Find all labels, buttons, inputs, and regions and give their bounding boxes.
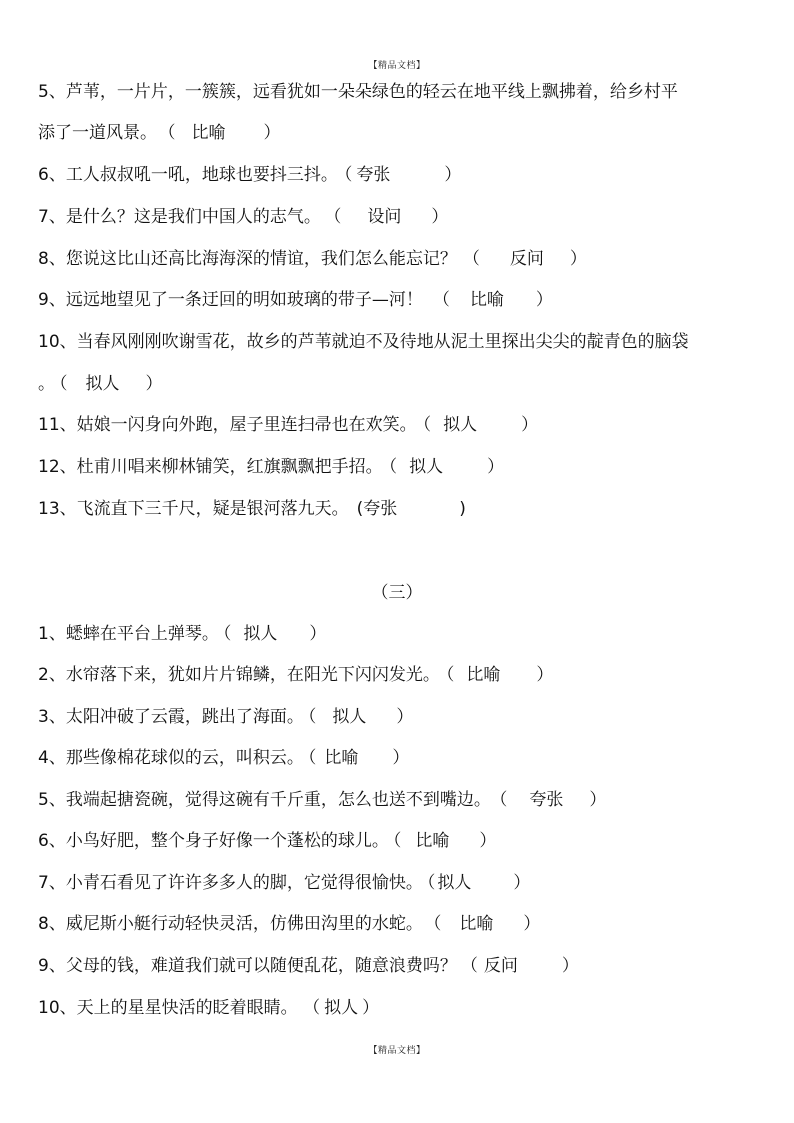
answer: 比喻 — [466, 665, 501, 685]
question-line: 1、蟋蟀在平台上弹琴。 （ 拟人 ） — [38, 624, 327, 644]
question-text: 小鸟好肥，整个身子好像一个蓬松的球儿。 — [65, 831, 389, 851]
question-line — [38, 81, 764, 103]
question-text: 您说这比山还高比海海深的情谊，我们怎么能忘记？ — [65, 249, 457, 269]
answer: 夸张 — [356, 165, 391, 185]
question-number: 13、 — [38, 499, 77, 519]
question-line: 8、威尼斯小艇行动轻快灵活，仿佛田沟里的水蛇。 （ 比喻 ） — [38, 914, 541, 934]
question-line: 7、是什么？这是我们中国人的志气。 （ 设问 ） — [38, 207, 449, 227]
question-text: 当春风刚刚吹谢雪花，故乡的芦苇就迫不及待地从泥土里探出尖尖的靛青色的脑袋 — [76, 332, 689, 352]
answer: 拟人 — [409, 457, 444, 477]
question-text: 姑娘一闪身向外跑，屋子里连扫帚也在欢笑。 — [76, 415, 417, 435]
question-line — [38, 331, 764, 353]
question-number: 6、 — [38, 831, 66, 851]
answer: 拟人 — [324, 998, 359, 1018]
question-number: 5、 — [38, 82, 66, 102]
answer: 拟人 — [243, 624, 278, 644]
answer: 拟人 — [443, 415, 478, 435]
question-line: 3、太阳冲破了云霞，跳出了海面。 （ 拟人 ） — [38, 707, 414, 727]
question-text: 父母的钱，难道我们就可以随便乱花，随意浪费吗？ — [65, 956, 457, 976]
answer: 拟人 — [332, 707, 367, 727]
question-line: 7、小青石看见了许许多多人的脚，它觉得很愉快。 （ 拟人 ） — [38, 873, 531, 893]
question-text: 水帘落下来，犹如片片锦鳞，在阳光下闪闪发光。 — [65, 665, 440, 685]
question-text: 工人叔叔吼一吼，地球也要抖三抖。 — [65, 165, 338, 185]
question-number: 1、 — [38, 624, 66, 644]
question-text-continued: 。 — [38, 374, 55, 394]
question-line: 11、姑娘一闪身向外跑，屋子里连扫帚也在欢笑。 （ 拟人 ） — [38, 415, 539, 435]
question-line: 12、杜甫川唱来柳林铺笑，红旗飘飘把手招。 （ 拟人 ） — [38, 457, 505, 477]
question-text: 威尼斯小艇行动轻快灵活，仿佛田沟里的水蛇。 — [65, 914, 423, 934]
question-number: 9、 — [38, 290, 66, 310]
question-text: 那些像棉花球似的云，叫积云。 — [65, 748, 304, 768]
question-line: 6、工人叔叔吼一吼，地球也要抖三抖。 （ 夸张 ） — [38, 165, 462, 185]
question-number: 8、 — [38, 249, 66, 269]
question-number: 8、 — [38, 914, 66, 934]
page-header: 【精品文档】 — [368, 61, 426, 71]
question-line: 4、那些像棉花球似的云，叫积云。 （ 比喻 ） — [38, 748, 410, 768]
question-text: 小青石看见了许许多多人的脚，它觉得很愉快。 — [65, 873, 423, 893]
answer: 拟人 — [437, 873, 472, 893]
answer: 设问 — [367, 207, 402, 227]
answer: 比喻 — [324, 748, 359, 768]
question-line: 。 （ 拟人 ） — [38, 374, 163, 394]
question-number: 10、 — [38, 998, 77, 1018]
question-line: 5、我端起搪瓷碗，觉得这碗有千斤重，怎么也送不到嘴边。 （ 夸张 ） — [38, 790, 607, 810]
answer: 反问 — [509, 249, 544, 269]
question-line: 8、您说这比山还高比海海深的情谊，我们怎么能忘记？ （ 反问 ） — [38, 249, 587, 269]
question-line: 6、小鸟好肥，整个身子好像一个蓬松的球儿。 （ 比喻 ） — [38, 831, 497, 851]
question-text: 天上的星星快活的眨着眼睛。 — [76, 998, 298, 1018]
question-number: 12、 — [38, 457, 77, 477]
question-text: 芦苇，一片片，一簇簇，远看犹如一朵朵绿色的轻云在地平线上飘拂着，给乡村平 — [65, 82, 678, 102]
question-line: 9、父母的钱，难道我们就可以随便乱花，随意浪费吗？ （ 反问 ） — [38, 956, 579, 976]
question-text: 远远地望见了一条迂回的明如玻璃的带子—河！ — [65, 290, 423, 310]
question-number: 4、 — [38, 748, 66, 768]
question-text: 我端起搪瓷碗，觉得这碗有千斤重，怎么也送不到嘴边。 — [65, 790, 491, 810]
question-text: 飞流直下三千尺，疑是银河落九天。 — [76, 499, 349, 519]
question-line: 13、飞流直下三千尺，疑是银河落九天。 (夸张 ) — [38, 499, 466, 519]
question-number: 7、 — [38, 207, 66, 227]
answer: 反问 — [483, 956, 518, 976]
answer: 拟人 — [85, 374, 120, 394]
question-number: 3、 — [38, 707, 66, 727]
question-line: 添了一道风景。 （ 比喻 ） — [38, 123, 281, 143]
question-line: 2、水帘落下来，犹如片片锦鳞，在阳光下闪闪发光。 （ 比喻 ） — [38, 665, 554, 685]
answer: 比喻 — [469, 290, 504, 310]
question-number: 2、 — [38, 665, 66, 685]
answer: 比喻 — [459, 914, 494, 934]
question-text: 太阳冲破了云霞，跳出了海面。 — [65, 707, 304, 727]
question-number: 7、 — [38, 873, 66, 893]
question-number: 6、 — [38, 165, 66, 185]
question-text: 杜甫川唱来柳林铺笑，红旗飘飘把手招。 — [76, 457, 383, 477]
section-title: （三） — [371, 583, 423, 603]
question-number: 11、 — [38, 415, 77, 435]
answer: 比喻 — [191, 123, 226, 143]
question-number: 5、 — [38, 790, 66, 810]
answer: 比喻 — [415, 831, 450, 851]
answer: 夸张 — [529, 790, 564, 810]
question-number: 10、 — [38, 332, 77, 352]
page-footer: 【精品文档】 — [368, 1046, 426, 1056]
question-text: 是什么？这是我们中国人的志气。 — [65, 207, 321, 227]
question-number: 9、 — [38, 956, 66, 976]
question-text: 蟋蟀在平台上弹琴。 — [65, 624, 219, 644]
question-text-continued: 添了一道风景。 — [38, 123, 157, 143]
question-line: 9、远远地望见了一条迂回的明如玻璃的带子—河！ （ 比喻 ） — [38, 290, 553, 310]
question-line: 10、天上的星星快活的眨着眼睛。 （ 拟人 ） — [38, 998, 380, 1018]
answer: 夸张 — [363, 499, 398, 519]
